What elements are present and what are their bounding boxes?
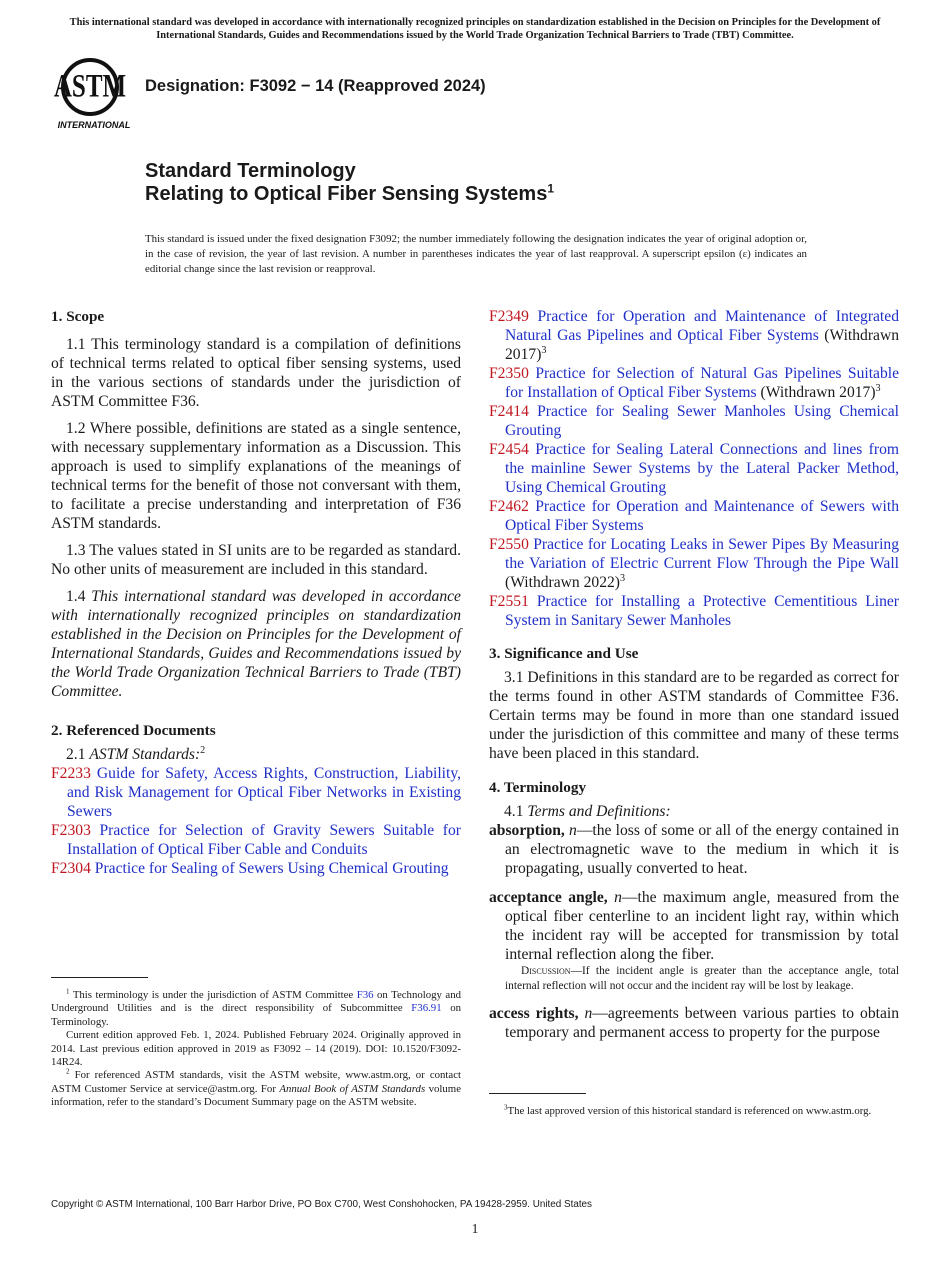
reference-code-link[interactable]: F2462 xyxy=(489,498,529,515)
reference-item-f2304 xyxy=(51,859,461,878)
reference-code-link[interactable]: F2349 xyxy=(489,308,529,325)
reference-title-link[interactable]: Practice for Sealing of Sewers Using Chemical Grouting xyxy=(94,860,449,877)
astm-logo xyxy=(52,56,136,132)
reference-title-link[interactable]: Practice for Locating Leaks in Sewer Pipes By Measuring the Variation of Electric Current Flow Through the Pipe Wall xyxy=(505,536,899,572)
reference-item-f2350 xyxy=(489,364,899,402)
astm-standards-label xyxy=(51,745,461,764)
title-text: Relating to Optical Fiber Sensing Systems xyxy=(145,183,548,205)
footnote-2 xyxy=(51,1069,461,1109)
terminology-heading: 4. Terminology xyxy=(489,779,587,796)
significance-3-1: 3.1 Definitions in this standard are to be regarded as correct for the terms found in other ASTM standards of Committee F36. Certain terms may be found in more than one standard issued under the jurisdiction of this committee and many of these terms have been placed in this standard. xyxy=(489,669,899,762)
scope-1-3: 1.3 The values stated in SI units are to be regarded as standard. No other units of measurement are included in this standard. xyxy=(51,542,461,578)
reference-title-link[interactable]: Practice for Selection of Natural Gas Pipelines Suitable for Installation of Optical Fiber Systems xyxy=(505,365,899,401)
reference-title-link[interactable]: Practice for Selection of Gravity Sewers Suitable for Installation of Optical Fiber Cable and Conduits xyxy=(67,822,461,858)
ref-sub-mark: 2 xyxy=(200,744,206,756)
discussion-label: Discussion xyxy=(521,965,571,977)
reference-title-link[interactable]: Guide for Safety, Access Rights, Construction, Liability, and Risk Management for Optical Fiber Networks in Existing Sewers xyxy=(67,765,461,820)
reference-item-f2551 xyxy=(489,592,899,630)
fn1-text-c: on Terminology. xyxy=(51,1002,462,1028)
term-sub-num: 4.1 xyxy=(504,803,524,820)
reference-item-f2303 xyxy=(51,821,461,859)
reference-item-f2349 xyxy=(489,307,899,364)
reference-withdrawn-note: (Withdrawn 2017) xyxy=(505,327,899,363)
term-word: acceptance angle, xyxy=(489,889,608,906)
scope-1-4 xyxy=(51,587,461,701)
reference-title-link[interactable]: Practice for Sealing Sewer Manholes Using Chemical Grouting xyxy=(505,403,899,439)
reference-code-link[interactable]: F2350 xyxy=(489,365,529,382)
left-column xyxy=(51,307,461,878)
term-word: absorption, xyxy=(489,822,565,839)
fn3-mark: 3 xyxy=(504,1103,508,1112)
discussion-text: —If the incident angle is greater than the acceptance angle, total internal reflection will not occur and the incident ray will be lost by leakage. xyxy=(505,965,899,992)
footnote-3 xyxy=(489,1105,899,1118)
ref-sub-num: 2.1 xyxy=(66,746,86,763)
term-access-rights xyxy=(489,1004,899,1042)
fn2-text-a: For referenced ASTM standards, visit the ASTM website, www.astm.org, or contact ASTM Customer Service at service@astm.org. For xyxy=(51,1069,461,1095)
reference-list-left xyxy=(51,764,461,878)
fn1-link-f3691[interactable]: F36.91 xyxy=(411,1002,442,1015)
reference-title-link[interactable]: Practice for Operation and Maintenance of Sewers with Optical Fiber Systems xyxy=(505,498,899,534)
designation: Designation: F3092 − 14 (Reapproved 2024) xyxy=(145,77,486,95)
footnotes-left xyxy=(51,977,461,1110)
term-def: —the loss of some or all of the energy contained in an electromagnetic wave to the medium in which it is propagating, usually converted to heat. xyxy=(505,822,899,877)
right-column xyxy=(489,307,899,1042)
header-notice: This international standard was developed in accordance with internationally recognized principles on standardization established in the Decision on Principles for the Development of International Standards, Guides and Recommendations issued by the World Trade Organization Technical Barriers to Trade (TBT) Committee. xyxy=(69,17,881,41)
reference-title-link[interactable]: Practice for Sealing Lateral Connections and lines from the mainline Sewer Systems by the Lateral Packer Method, Using Chemical Grouting xyxy=(505,441,899,496)
term-acceptance-angle xyxy=(489,888,899,964)
footnote-rule xyxy=(489,1093,586,1094)
reference-withdrawn-note: (Withdrawn 2017) xyxy=(760,384,876,401)
reference-withdrawn-note: (Withdrawn 2022) xyxy=(505,574,620,591)
title-footnote-mark: 1 xyxy=(547,181,555,196)
reference-code-link[interactable]: F2550 xyxy=(489,536,529,553)
term-pos: n xyxy=(614,889,622,906)
footnote-rule xyxy=(51,977,148,978)
term-pos: n xyxy=(584,1005,593,1022)
reference-code-link[interactable]: F2233 xyxy=(51,765,91,782)
term-pos: n xyxy=(569,822,577,839)
term-absorption xyxy=(489,821,899,878)
fn2-text-b: volume information, refer to the standard’s Document Summary page on the ASTM website. xyxy=(51,1082,461,1109)
footnote-1-approval: Current edition approved Feb. 1, 2024. Published February 2024. Originally approved in 2014. Last previous edition approved in 2019 as F3092 – 14 (2019). DOI: 10.1520/F3092-14R24. xyxy=(51,1029,461,1069)
reference-code-link[interactable]: F2414 xyxy=(489,403,529,420)
reference-withdrawn-mark: 3 xyxy=(541,344,547,356)
scope-1-2: 1.2 Where possible, definitions are stated as a single sentence, with necessary supplementary information as a Discussion. This approach is used to simplify explanations of the meanings of technical terms for the benefit of those not conversant with them, to facilitate a precise understanding and interpretation of F36 ASTM standards. xyxy=(51,420,461,532)
scope-1-4-num: 1.4 xyxy=(66,588,86,605)
reference-list-right xyxy=(489,307,899,630)
reference-code-link[interactable]: F2551 xyxy=(489,593,529,610)
terms-definitions-label xyxy=(489,802,899,821)
significance-heading: 3. Significance and Use xyxy=(489,645,639,662)
term-word: access rights, xyxy=(489,1005,579,1022)
reference-code-link[interactable]: F2454 xyxy=(489,441,529,458)
reference-code-link[interactable]: F2303 xyxy=(51,822,91,839)
discussion-acceptance-angle xyxy=(489,964,899,994)
fn1-text-a: This terminology is under the jurisdiction of ASTM Committee xyxy=(72,989,354,1001)
term-def: —the maximum angle, measured from the optical fiber centerline to an incident light ray, within which the incident ray will be accepted for transmission by total internal reflection along the fiber. xyxy=(505,889,899,963)
issued-note: This standard is issued under the fixed designation F3092; the number immediately following the designation indicates the year of original adoption or, in the case of revision, the year of last revision. A number in parentheses indicates the year of last reapproval. A superscript epsilon (ε) indicates an editorial change since the last revision or reapproval. xyxy=(145,233,807,275)
fn1-text-b: on Technology and Underground Utilities and is the direct responsibility of Subcommittee xyxy=(51,989,462,1015)
logo-international: INTERNATIONAL xyxy=(57,120,131,130)
fn2-mark: 2 xyxy=(66,1067,70,1076)
term-def: —agreements between various parties to obtain temporary and permanent access to property for the purpose xyxy=(505,1005,900,1041)
reference-item-f2233 xyxy=(51,764,461,821)
title-line-1: Standard Terminology xyxy=(145,160,356,182)
reference-item-f2414 xyxy=(489,402,899,440)
scope-heading: 1. Scope xyxy=(51,308,105,325)
reference-withdrawn-mark: 3 xyxy=(620,572,626,584)
term-sub-label: Terms and Definitions: xyxy=(527,803,671,820)
reference-item-f2550 xyxy=(489,535,899,592)
reference-title-link[interactable]: Practice for Installing a Protective Cementitious Liner System in Sanitary Sewer Manholes xyxy=(505,593,899,629)
reference-title-link[interactable]: Practice for Operation and Maintenance of Integrated Natural Gas Pipelines and Optical Fiber Systems xyxy=(505,308,899,344)
fn3-text: The last approved version of this historical standard is referenced on www.astm.org. xyxy=(507,1105,872,1117)
ref-sub-label: ASTM Standards: xyxy=(89,746,201,763)
fn2-text-em: Annual Book of ASTM Standards xyxy=(279,1082,426,1095)
footnote-1 xyxy=(51,989,461,1029)
reference-withdrawn-mark: 3 xyxy=(875,382,881,394)
copyright: Copyright © ASTM International, 100 Barr Harbor Drive, PO Box C700, West Conshohocken, PA 19428-2959. United States xyxy=(51,1199,592,1210)
fn1-link-f36[interactable]: F36 xyxy=(356,989,374,1001)
reference-item-f2462 xyxy=(489,497,899,535)
fn1-mark: 1 xyxy=(66,987,70,996)
reference-code-link[interactable]: F2304 xyxy=(51,860,91,877)
reference-item-f2454 xyxy=(489,440,899,497)
references-heading: 2. Referenced Documents xyxy=(51,722,216,739)
footnotes-right xyxy=(489,1093,899,1118)
title-line-2 xyxy=(145,183,554,206)
logo-letters: ASTM xyxy=(53,68,127,105)
scope-1-1: 1.1 This terminology standard is a compilation of definitions of technical terms related to optical fiber sensing systems, used in the various sections of standards under the jurisdiction of ASTM Committee F36. xyxy=(51,336,461,410)
page-number: 1 xyxy=(471,1221,479,1236)
scope-1-4-text: This international standard was developed in accordance with internationally recognized principles on standardization established in the Decision on Principles for the Development of International Standards, Guides and Recommendations issued by the World Trade Organization Technical Barriers to Trade (TBT) Committee. xyxy=(51,588,461,700)
